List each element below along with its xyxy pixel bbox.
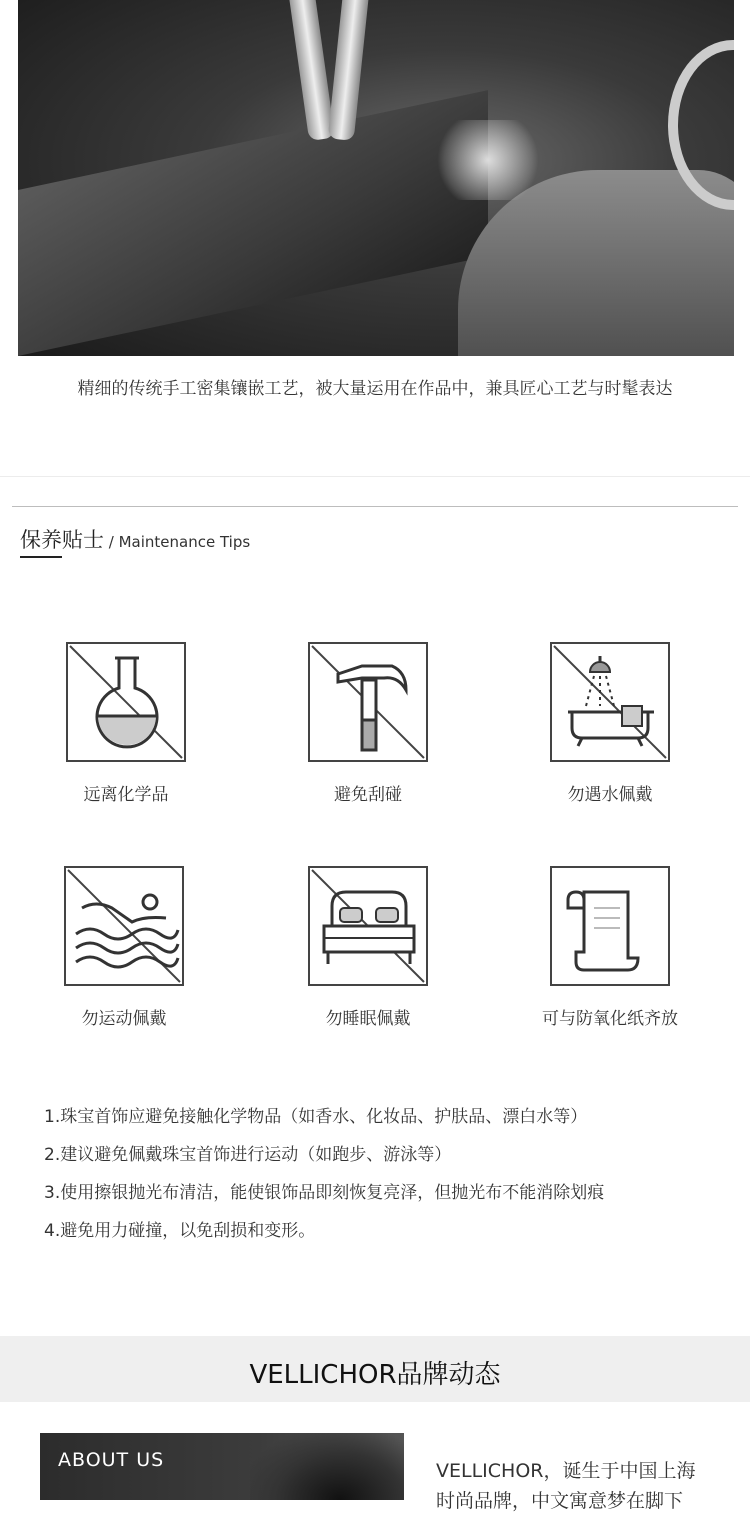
tip-sports [24,866,224,1029]
divider [0,476,750,477]
section-title [20,524,250,554]
hammer-icon [308,642,428,762]
divider [12,506,738,507]
paper-scroll-icon [550,866,670,986]
hero-caption: 精细的传统手工密集镶嵌工艺，被大量运用在作品中，兼具匠心工艺与时髦表达 [77,379,673,399]
tip-sleep [268,866,468,1029]
tip-collision [268,642,468,805]
maintenance-notes [44,1098,604,1250]
note-item: 1.珠宝首饰应避免接触化学物品（如香水、化妆品、护肤品、漂白水等） [44,1107,588,1127]
flask-icon [66,642,186,762]
tip-label: 勿运动佩戴 [81,1009,167,1029]
bathtub-icon [550,642,670,762]
note-item: 3.使用擦银抛光布清洁，能使银饰品即刻恢复亮泽，但抛光布不能消除划痕 [44,1183,605,1203]
tip-label: 勿睡眠佩戴 [325,1009,411,1029]
tip-label: 远离化学品 [83,785,169,805]
note-item: 4.避免用力碰撞，以免刮损和变形。 [44,1221,316,1241]
about-text [436,1456,696,1516]
section-title-sep: / [104,533,119,551]
note-item: 2.建议避免佩戴珠宝首饰进行运动（如跑步、游泳等） [44,1145,452,1165]
tip-label: 可与防氧化纸齐放 [542,1009,678,1029]
hero-image [18,0,734,356]
section-title-cn: 保养贴士 [20,528,104,552]
tip-water [510,642,710,805]
tip-chemicals [26,642,226,805]
swimming-icon [64,866,184,986]
section-title-en: Maintenance Tips [118,533,251,551]
about-us-label: ABOUT US [58,1449,165,1471]
about-line: 时尚品牌，中文寓意梦在脚下 [436,1490,684,1512]
tip-label: 避免刮碰 [334,785,402,805]
brand-title: VELLICHOR品牌动态 [249,1360,501,1390]
tip-anti-oxidation-paper [510,866,710,1029]
bed-icon [308,866,428,986]
title-underline [20,556,62,558]
tip-label: 勿遇水佩戴 [567,785,653,805]
about-us-image[interactable] [40,1433,404,1500]
about-line: VELLICHOR，诞生于中国上海 [436,1460,696,1482]
